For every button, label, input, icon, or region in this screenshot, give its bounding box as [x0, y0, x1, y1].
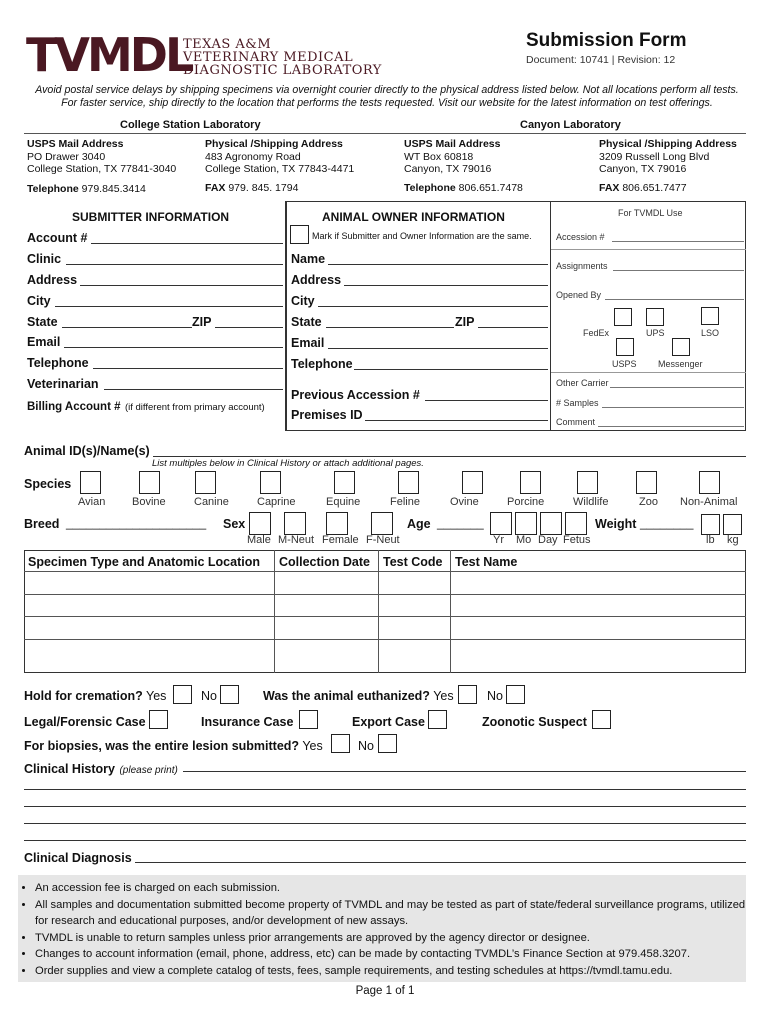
owner-address-field[interactable] — [344, 285, 548, 286]
owner-name-label: Name — [291, 252, 326, 266]
export-case-label: Export Case — [352, 715, 425, 729]
submitter-clinic-field[interactable] — [66, 264, 283, 265]
cs-phys-title: Physical /Shipping Address — [205, 138, 343, 150]
species-avian-checkbox[interactable] — [80, 471, 101, 494]
comment-label: Comment — [556, 417, 596, 427]
tvmdl-opened-by-field[interactable] — [605, 299, 744, 300]
biopsy-yes-checkbox[interactable] — [331, 734, 350, 753]
clinical-diagnosis-field[interactable] — [135, 862, 746, 863]
submitter-city-label: City — [27, 294, 51, 308]
sex-label: Sex — [223, 517, 246, 531]
species-feline-label: Feline — [390, 496, 420, 508]
cy-mail-title: USPS Mail Address — [404, 138, 501, 150]
messenger-label: Messenger — [658, 359, 703, 369]
cs-fax: FAX 979. 845. 1794 — [205, 182, 299, 194]
biopsy-no-checkbox[interactable] — [378, 734, 397, 753]
biopsy-no-label: No — [358, 739, 374, 753]
submitter-address-field[interactable] — [80, 285, 283, 286]
college-station-lab-title: College Station Laboratory — [120, 119, 261, 131]
species-zoo-label: Zoo — [639, 496, 658, 508]
specimen-row-line-1 — [24, 571, 746, 572]
same-as-submitter-checkbox[interactable] — [290, 225, 309, 244]
usps-checkbox[interactable] — [616, 338, 634, 356]
owner-premises-label: Premises ID — [291, 408, 363, 422]
tvmdl-divider-2 — [551, 372, 746, 373]
clinical-history-line-3[interactable] — [24, 806, 746, 807]
sex-male-label: Male — [247, 534, 271, 546]
specimen-header-type: Specimen Type and Anatomic Location — [28, 555, 260, 569]
document-info: Document: 10741 | Revision: 12 — [526, 54, 676, 66]
owner-city-label: City — [291, 294, 315, 308]
messenger-checkbox[interactable] — [672, 338, 690, 356]
sex-female-checkbox[interactable] — [326, 512, 348, 535]
samples-label: # Samples — [556, 398, 599, 408]
species-bovine-checkbox[interactable] — [139, 471, 160, 494]
weight-unit-kg-checkbox[interactable] — [723, 514, 742, 535]
species-equine-checkbox[interactable] — [334, 471, 355, 494]
weight-label: Weight — [595, 517, 637, 531]
species-bovine-label: Bovine — [132, 496, 166, 508]
cremation-no-checkbox[interactable] — [220, 685, 239, 704]
age-unit-fetus-label: Fetus — [563, 534, 591, 546]
ups-label: UPS — [646, 328, 665, 338]
owner-state-label: State — [291, 315, 322, 329]
clinical-history-label: Clinical History (please print) — [24, 762, 178, 776]
comment-field[interactable] — [598, 426, 744, 427]
logo-line-3: DIAGNOSTIC LABORATORY — [183, 63, 382, 78]
shipping-notice: Avoid postal service delays by shipping specimens via overnight courier directly to the physical address listed below. Not all locations perform all tests. For faster service, ship directly to the location that performs the tests requested. Visit our website for the latest information on test offerings. — [35, 84, 739, 109]
owner-city-field[interactable] — [318, 306, 548, 307]
species-equine-label: Equine — [326, 496, 361, 508]
specimen-header-name: Test Name — [455, 555, 518, 569]
notes-list — [20, 880, 751, 979]
tvmdl-assignments-label: Assignments — [556, 261, 608, 271]
submitter-clinic-label: Clinic — [27, 252, 62, 266]
note-item: • An accession fee is charged on each submission. — [35, 880, 751, 897]
sex-m-neut-label: M-Neut — [278, 534, 315, 546]
owner-prev-accession-field[interactable] — [425, 400, 548, 401]
clinical-diagnosis-label: Clinical Diagnosis — [24, 851, 132, 865]
submitter-email-label: Email — [27, 335, 61, 349]
species-feline-checkbox[interactable] — [398, 471, 419, 494]
age-unit-yr-label: Yr — [493, 534, 504, 546]
breed-label: Breed — [24, 517, 60, 531]
weight-unit-kg-label: kg — [727, 534, 739, 546]
clinical-history-line-2[interactable] — [24, 789, 746, 790]
fedex-checkbox[interactable] — [614, 308, 632, 326]
biopsy-question: For biopsies, was the entire lesion submitted? Yes — [24, 739, 323, 753]
logo-line-2: VETERINARY MEDICAL — [183, 50, 354, 65]
specimen-col-divider-3 — [450, 550, 451, 673]
submitter-address-label: Address — [27, 273, 78, 287]
animal-ids-note: List multiples below in Clinical History or attach additional pages. — [152, 458, 424, 469]
animal-ids-field[interactable] — [153, 456, 746, 457]
species-zoo-checkbox[interactable] — [636, 471, 657, 494]
owner-name-field[interactable] — [328, 264, 548, 265]
species-non-animal-label: Non-Animal — [680, 496, 738, 508]
species-non-animal-checkbox[interactable] — [699, 471, 720, 494]
specimen-row-line-2 — [24, 594, 746, 595]
owner-premises-field[interactable] — [365, 420, 548, 421]
euthanized-no-checkbox[interactable] — [506, 685, 525, 704]
insurance-case-label: Insurance Case — [201, 715, 294, 729]
other-carrier-label: Other Carrier — [556, 378, 609, 388]
species-porcine-checkbox[interactable] — [520, 471, 541, 494]
weight-field[interactable]: ________ — [640, 516, 694, 530]
lso-label: LSO — [701, 328, 720, 338]
note-item: • All samples and documentation submitted become property of TVMDL and may be tested as part of state/federal surveillance programs, utilized for research and educational purposes, and/or development of new assays. — [35, 897, 751, 930]
cy-phys-line2: Canyon, TX 79016 — [599, 163, 687, 175]
owner-email-field[interactable] — [328, 348, 548, 349]
cy-phys-title: Physical /Shipping Address — [599, 138, 737, 150]
other-carrier-field[interactable] — [610, 387, 744, 388]
submitter-title: SUBMITTER INFORMATION — [72, 210, 230, 224]
cremation-question: Hold for cremation? Yes — [24, 689, 167, 703]
cs-mail-line2: College Station, TX 77841-3040 — [27, 163, 177, 175]
cs-phys-line2: College Station, TX 77843-4471 — [205, 163, 355, 175]
breed-field[interactable]: _____________________ — [66, 516, 207, 530]
legal-case-label: Legal/Forensic Case — [24, 715, 146, 729]
tvmdl-use-title: For TVMDL Use — [618, 208, 683, 218]
samples-field[interactable] — [602, 407, 744, 408]
cs-mail-title: USPS Mail Address — [27, 138, 124, 150]
cs-phys-line1: 483 Agronomy Road — [205, 151, 301, 163]
same-as-submitter-note: Mark if Submitter and Owner Information are the same. — [312, 231, 532, 241]
clinical-history-line-4[interactable] — [24, 823, 746, 824]
usps-label: USPS — [612, 359, 637, 369]
submitter-account-field[interactable] — [91, 243, 283, 244]
owner-zip-field[interactable] — [478, 327, 548, 328]
specimen-header-date: Collection Date — [279, 555, 370, 569]
submitter-telephone-label: Telephone — [27, 356, 89, 370]
species-caprine-checkbox[interactable] — [260, 471, 281, 494]
cy-phys-line1: 3209 Russell Long Blvd — [599, 151, 710, 163]
species-avian-label: Avian — [78, 496, 106, 508]
owner-address-label: Address — [291, 273, 342, 287]
submitter-veterinarian-label: Veterinarian — [27, 377, 99, 391]
euthanized-question: Was the animal euthanized? Yes — [263, 689, 454, 703]
age-unit-mo-label: Mo — [516, 534, 532, 546]
sex-f-neut-checkbox[interactable] — [371, 512, 393, 535]
cy-mail-line1: WT Box 60818 — [404, 151, 474, 163]
page-number: Page 1 of 1 — [355, 985, 415, 997]
weight-unit-lb-label: lb — [706, 534, 715, 546]
submitter-email-field[interactable] — [64, 347, 283, 348]
cremation-yes-checkbox[interactable] — [173, 685, 192, 704]
specimen-col-divider-1 — [274, 550, 275, 673]
specimen-col-divider-2 — [378, 550, 379, 673]
cy-mail-line2: Canyon, TX 79016 — [404, 163, 492, 175]
canyon-lab-title: Canyon Laboratory — [520, 119, 621, 131]
ups-checkbox[interactable] — [646, 308, 664, 326]
age-label: Age — [407, 517, 431, 531]
age-unit-yr-checkbox[interactable] — [490, 512, 512, 535]
owner-state-field[interactable] — [326, 327, 454, 328]
owner-zip-label: ZIP — [455, 315, 475, 329]
sex-m-neut-checkbox[interactable] — [284, 512, 306, 535]
owner-telephone-field[interactable] — [354, 369, 548, 370]
species-canine-checkbox[interactable] — [195, 471, 216, 494]
euthanized-no-label: No — [487, 689, 503, 703]
tvmdl-accession-label: Accession # — [556, 232, 605, 242]
submitter-account-label: Account # — [27, 231, 88, 245]
cs-telephone: Telephone 979.845.3414 — [27, 183, 146, 195]
owner-telephone-label: Telephone — [291, 357, 353, 371]
legal-case-checkbox[interactable] — [149, 710, 168, 729]
zoonotic-checkbox[interactable] — [592, 710, 611, 729]
note-item: • Order supplies and view a complete catalog of tests, fees, sample requirements, and testing schedules at https://tvmdl.tamu.edu. — [35, 963, 751, 980]
submitter-telephone-field[interactable] — [93, 368, 283, 369]
age-unit-mo-checkbox[interactable] — [515, 512, 537, 535]
lab-header-divider — [24, 133, 746, 134]
submitter-zip-label: ZIP — [192, 315, 212, 329]
owner-email-label: Email — [291, 336, 325, 350]
species-label: Species — [24, 477, 72, 491]
form-title: Submission Form — [526, 30, 687, 51]
submitter-billing-label: Billing Account # (if different from primary account) — [27, 401, 265, 413]
species-porcine-label: Porcine — [507, 496, 545, 508]
age-field[interactable]: _______ — [437, 516, 484, 530]
submitter-state-label: State — [27, 315, 58, 329]
submitter-state-field[interactable] — [62, 327, 192, 328]
submitter-zip-field[interactable] — [215, 327, 283, 328]
tvmdl-accession-field[interactable] — [612, 241, 744, 242]
zoonotic-label: Zoonotic Suspect — [482, 715, 587, 729]
note-item: • Changes to account information (email, phone, address, etc) can be made by contacting TVMDL’s Finance Section at 979.458.3207. — [35, 946, 751, 963]
submitter-veterinarian-field[interactable] — [104, 389, 283, 390]
cremation-no-label: No — [201, 689, 217, 703]
insurance-case-checkbox[interactable] — [299, 710, 318, 729]
lso-checkbox[interactable] — [701, 307, 719, 325]
species-ovine-label: Ovine — [450, 496, 479, 508]
cy-telephone: Telephone 806.651.7478 — [404, 182, 523, 194]
fedex-label: FedEx — [583, 328, 610, 338]
species-canine-label: Canine — [194, 496, 229, 508]
export-case-checkbox[interactable] — [428, 710, 447, 729]
species-caprine-label: Caprine — [257, 496, 296, 508]
submitter-city-field[interactable] — [55, 306, 283, 307]
species-wildlife-label: Wildlife — [573, 496, 609, 508]
note-item: • TVMDL is unable to return samples unless prior arrangements are approved by the agency director or designee. — [35, 930, 751, 947]
age-unit-day-label: Day — [538, 534, 558, 546]
owner-title: ANIMAL OWNER INFORMATION — [322, 210, 505, 224]
owner-prev-accession-label: Previous Accession # — [291, 388, 420, 402]
species-wildlife-checkbox[interactable] — [577, 471, 598, 494]
logo-line-1: TEXAS A&M — [183, 37, 272, 52]
specimen-header-code: Test Code — [383, 555, 443, 569]
sex-f-neut-label: F-Neut — [366, 534, 400, 546]
logo-mark: TVMDL — [26, 28, 192, 82]
clinical-history-line-5[interactable] — [24, 840, 746, 841]
tvmdl-assignments-field[interactable] — [613, 270, 744, 271]
species-ovine-checkbox[interactable] — [462, 471, 483, 494]
specimen-row-line-3 — [24, 616, 746, 617]
tvmdl-divider-1 — [551, 249, 746, 250]
cy-fax: FAX 806.651.7477 — [599, 182, 687, 194]
age-unit-fetus-checkbox[interactable] — [565, 512, 587, 535]
cs-mail-line1: PO Drawer 3040 — [27, 151, 106, 163]
clinical-history-line-1[interactable] — [183, 771, 746, 772]
specimen-row-line-4 — [24, 639, 746, 640]
age-unit-day-checkbox[interactable] — [540, 512, 562, 535]
tvmdl-opened-by-label: Opened By — [556, 290, 602, 300]
sex-female-label: Female — [322, 534, 359, 546]
animal-ids-label: Animal ID(s)/Name(s) — [24, 444, 150, 458]
weight-unit-lb-checkbox[interactable] — [701, 514, 720, 535]
sex-male-checkbox[interactable] — [249, 512, 271, 535]
euthanized-yes-checkbox[interactable] — [458, 685, 477, 704]
